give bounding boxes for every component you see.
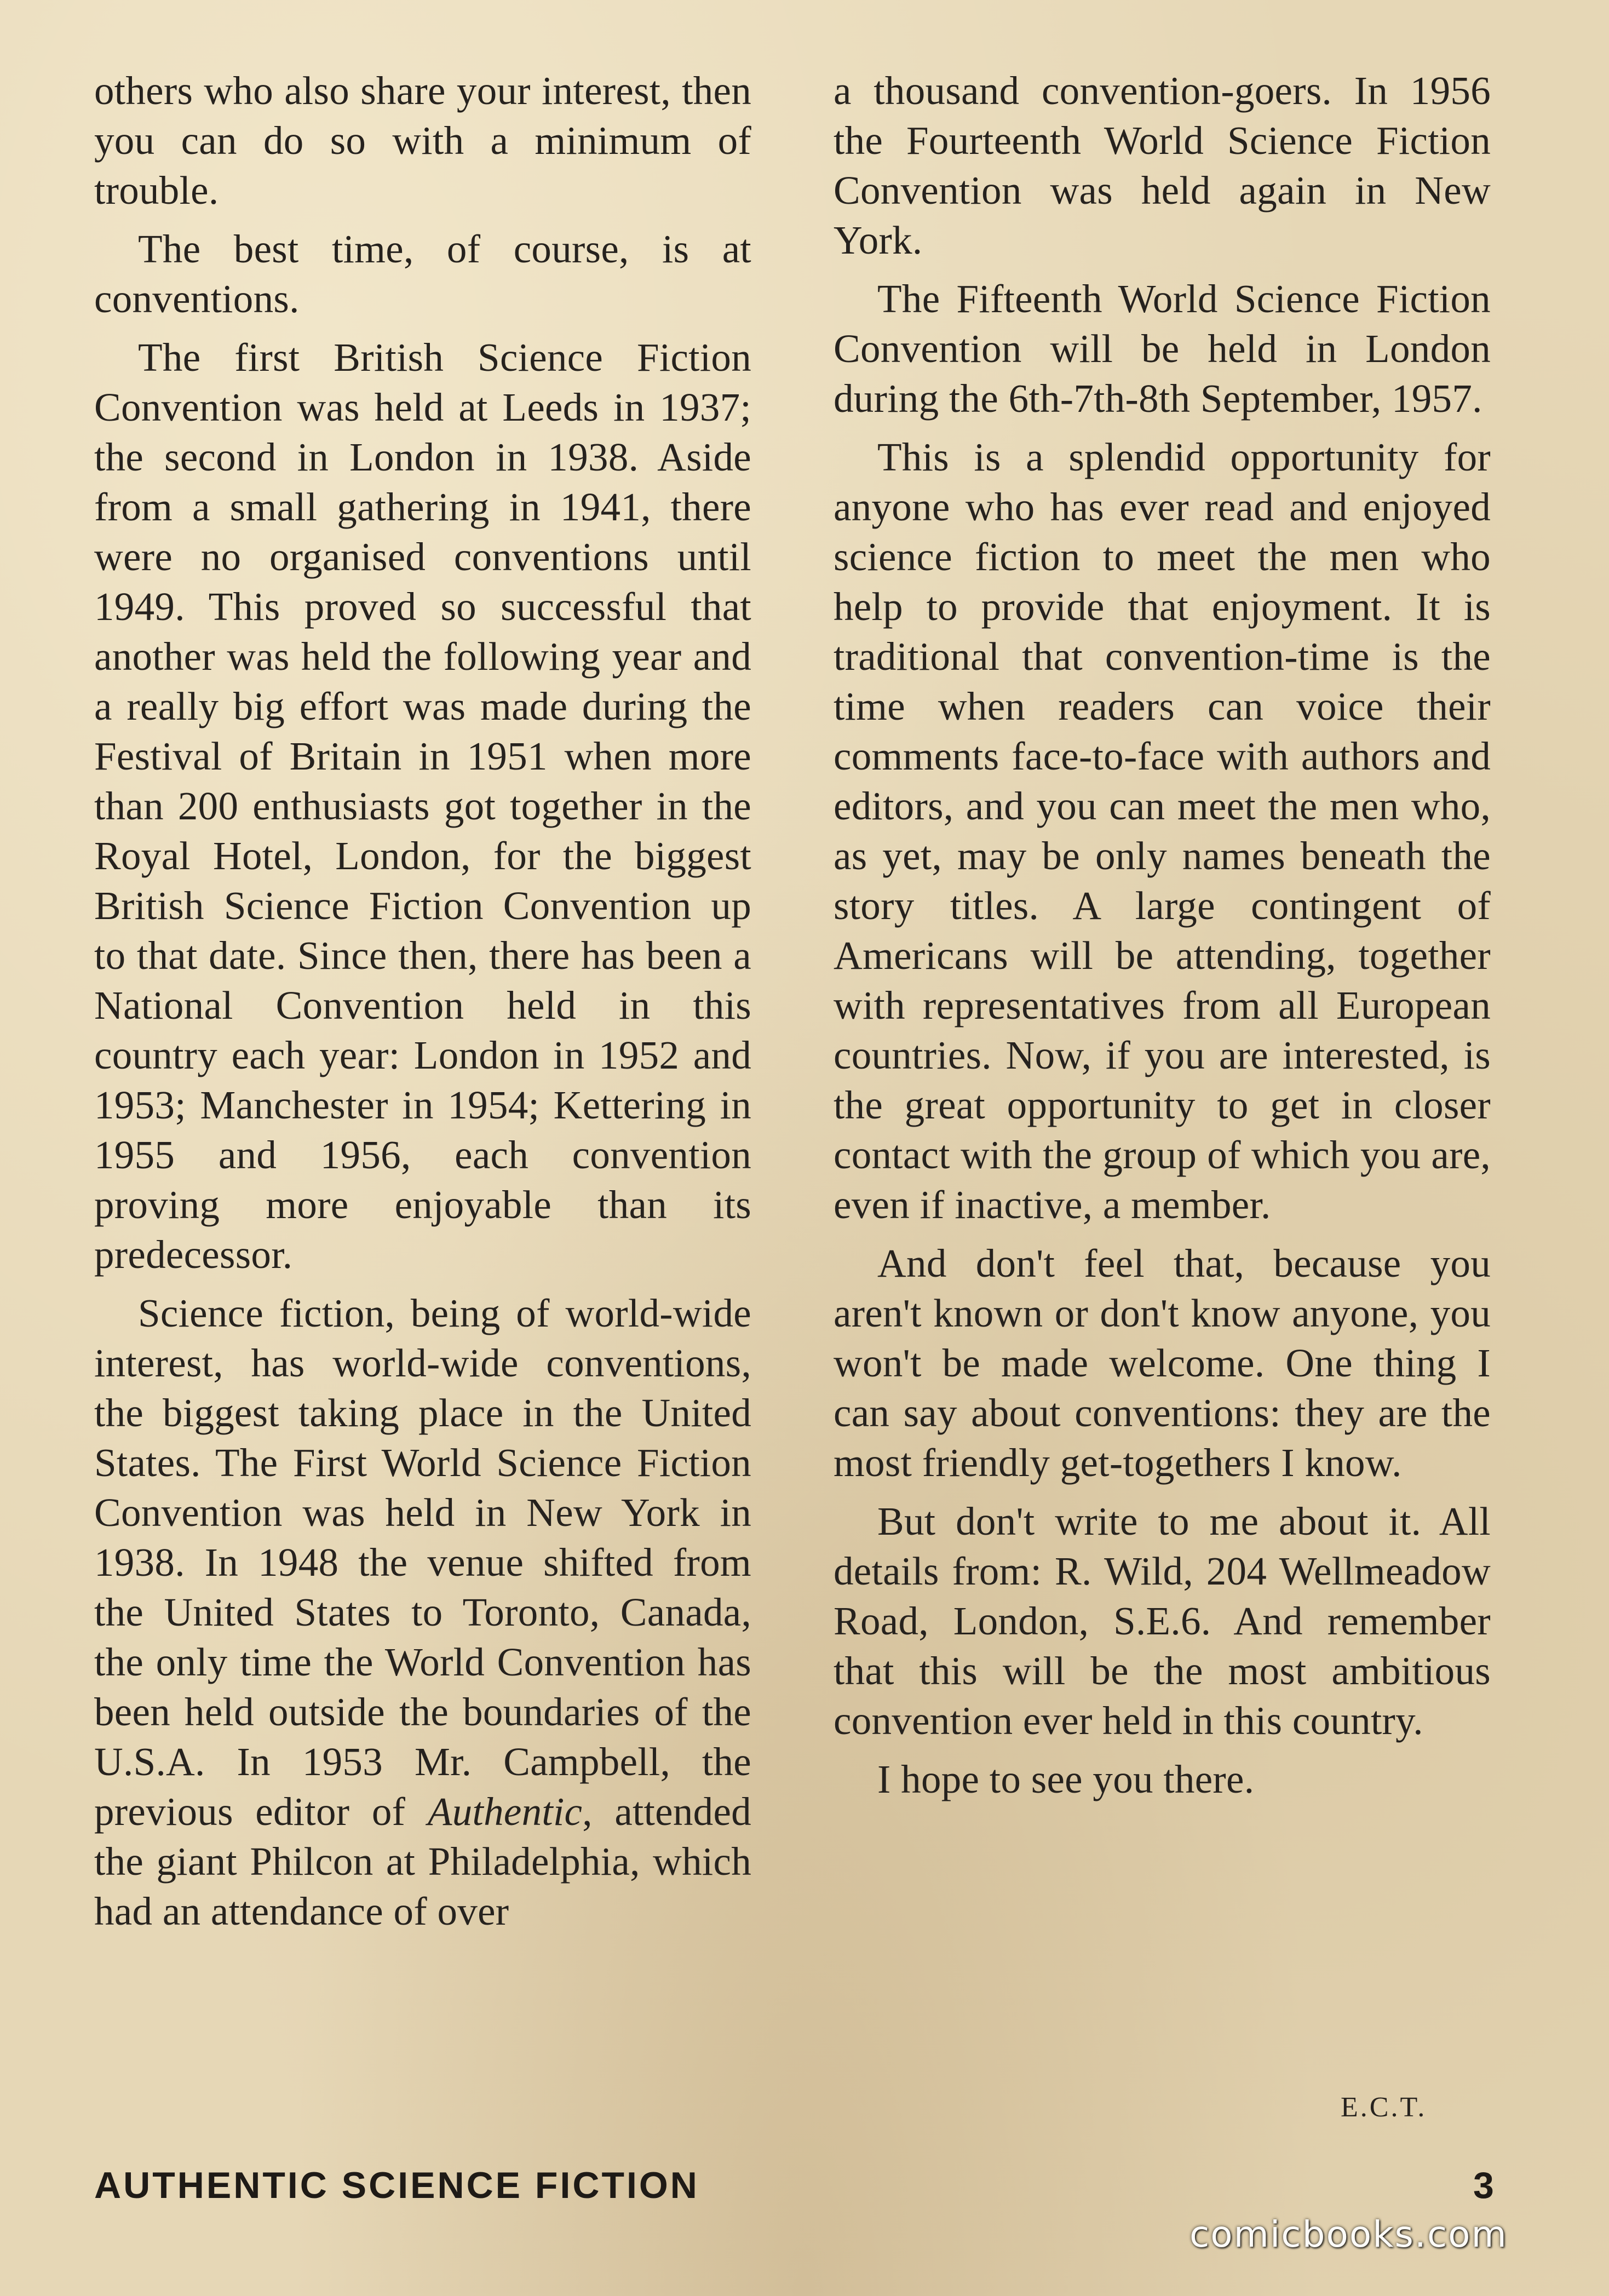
- paragraph: The first British Science Fiction Convention was held at Leeds in 1937; the second in London in 1938. Aside from a small gathering in 1941, there were no organised conventions until 1949. This proved so successful that another was held the following year and a really big effort was made during the Festival of Britain in 1951 when more than 200 enthusiasts got together in the Royal Hotel, London, for the biggest British Science Fiction Convention up to that date. Since then, there has been a National Convention held in this country each year: London in 1952 and 1953; Manchester in 1954; Kettering in 1955 and 1956, each convention proving more enjoyable than its predecessor.: [94, 335, 751, 1277]
- left-text-column: [94, 66, 751, 1945]
- paragraph: others who also share your interest, then you can do so with a minimum of trouble.: [94, 68, 751, 213]
- paragraph: But don't write to me about it. All details from: R. Wild, 204 Wellmeadow Road, London, S.E.6. And remember that this will be the most ambitious convention ever held in this country.: [834, 1499, 1491, 1743]
- paragraph: The Fifteenth World Science Fiction Convention will be held in London during the 6th-7th-8th September, 1957.: [834, 277, 1491, 421]
- magazine-title-italic: Authentic: [427, 1789, 583, 1834]
- watermark: comicbooks.com: [1189, 2213, 1508, 2255]
- paragraph: And don't feel that, because you aren't known or don't know anyone, you won't be made welcome. One thing I can say about conventions: they are the most friendly get-togethers I know.: [834, 1241, 1491, 1485]
- page-number: 3: [1473, 2165, 1494, 2206]
- paragraph: a thousand convention-goers. In 1956 the Fourteenth World Science Fiction Convention was held again in New York.: [834, 68, 1491, 262]
- paragraph-text: Science fiction, being of world-wide interest, has world-wide conventions, the biggest taking place in the United States. The First World Science Fiction Convention was held in New York in 1938. In 1948 the venue shifted from the United States to Toronto, Canada, the only time the World Convention has been held outside the boundaries of the U.S.A. In 1953 Mr. Campbell, the previous editor of: [94, 1291, 751, 1834]
- paragraph-text: , attended the giant Philcon at Philadelphia, which had an attendance of over: [94, 1789, 751, 1933]
- paragraph: I hope to see you there.: [877, 1757, 1255, 1801]
- paragraph: This is a splendid opportunity for anyone who has ever read and enjoyed science fiction to meet the men who help to provide that enjoyment. It is traditional that convention-time is the time when readers can voice their comments face-to-face with authors and editors, and you can meet the men who, as yet, may be only names beneath the story titles. A large contingent of Americans will be attending, together with representatives from all European countries. Now, if you are interested, is the great opportunity to get in closer contact with the group of which you are, even if inactive, a member.: [834, 435, 1491, 1227]
- running-footer-title: AUTHENTIC SCIENCE FICTION: [94, 2165, 699, 2206]
- right-text-column: [834, 66, 1491, 1813]
- paragraph: The best time, of course, is at conventions.: [94, 227, 751, 321]
- author-initials: E.C.T.: [1341, 2092, 1427, 2123]
- paragraph: [94, 1288, 751, 1936]
